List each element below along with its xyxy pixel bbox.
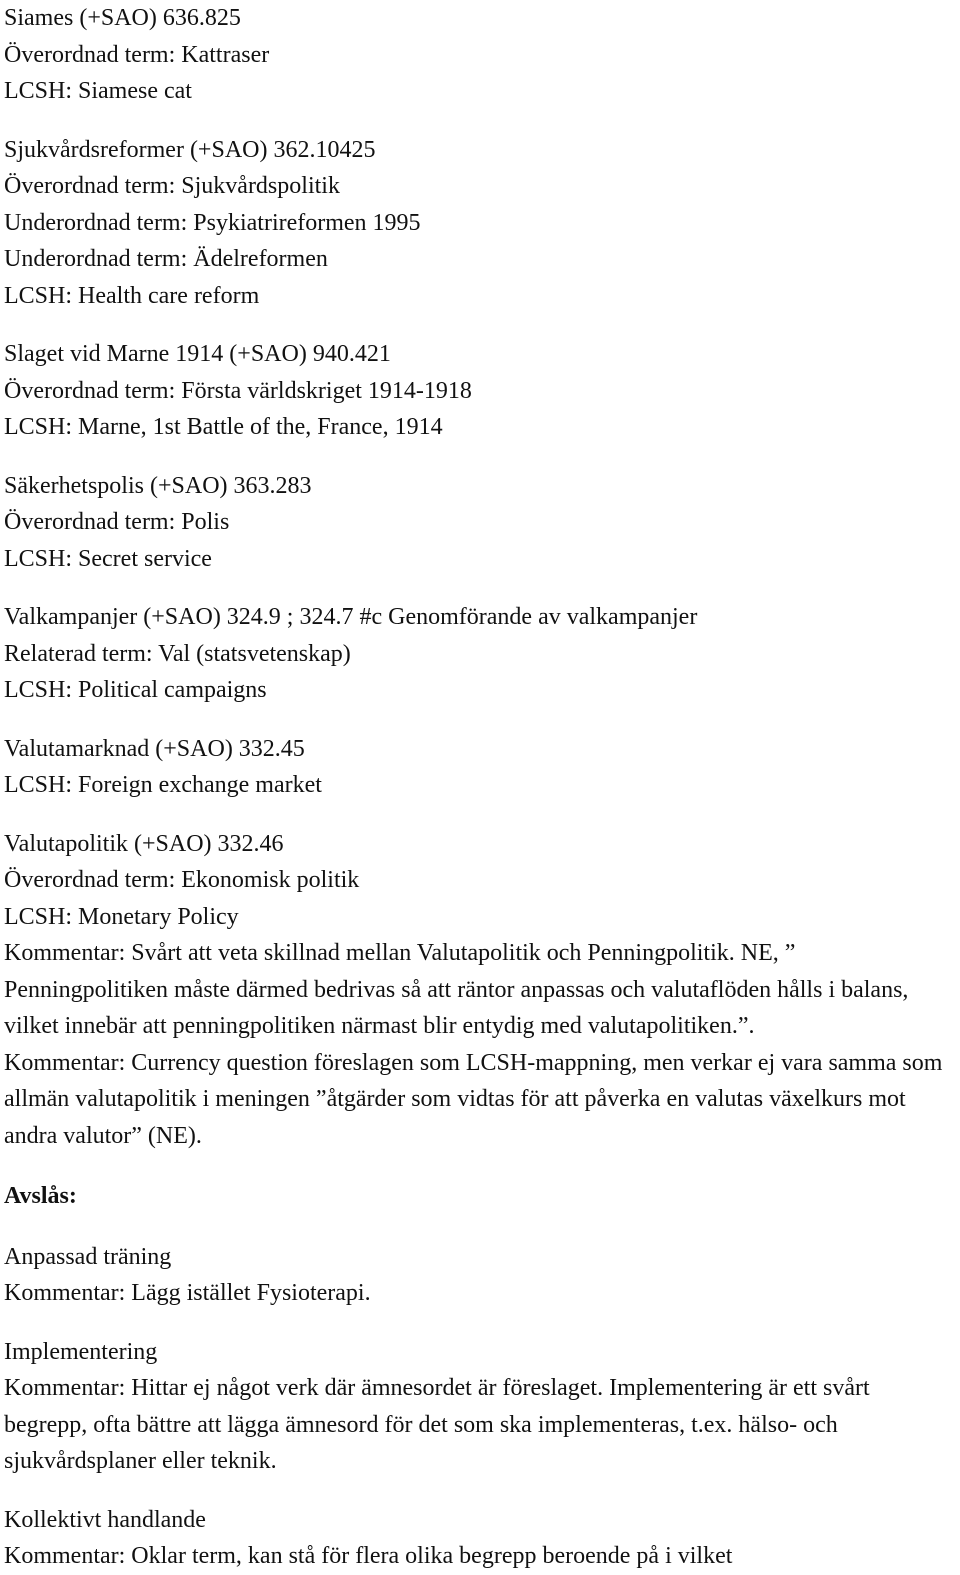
spacer (4, 446, 956, 468)
entry-term: Sjukvårdsreformer (+SAO) 362.10425 (4, 136, 376, 163)
entry-broader-term: Överordnad term: Ekonomisk politik (4, 867, 360, 893)
entry-related-term: Relaterad term: Val (statsvetenskap) (4, 640, 351, 667)
entry-broader-term: Överordnad term: Sjukvårdspolitik (4, 173, 340, 199)
rejected-anpassad-traning (4, 1239, 956, 1312)
entry-term: Säkerhetspolis (+SAO) 363.283 (4, 472, 312, 499)
entry-lcsh: LCSH: Secret service (4, 545, 212, 572)
entry-lcsh: LCSH: Monetary Policy (4, 903, 239, 930)
entry-comment: Kommentar: Currency question föreslagen som LCSH-mappning, men verkar ej vara samma som allmän valutapolitik i meningen ”åtgärder som vidtas för att påverka en valutas växelkurs mot andra valutor” (NE). (4, 1049, 943, 1149)
entry-term: Valutamarknad (+SAO) 332.45 (4, 735, 305, 762)
entry-term: Siames (+SAO) 636.825 (4, 5, 241, 31)
entry-term: Valkampanjer (+SAO) 324.9 ; 324.7 #c Genomförande av valkampanjer (4, 604, 698, 630)
rejected-kollektivt-handlande (4, 1502, 956, 1575)
entry-lcsh: LCSH: Health care reform (4, 282, 260, 309)
rejected-comment: Kommentar: Hittar ej något verk där ämnesordet är föreslaget. Implementering är ett svårt begrepp, ofta bättre att lägga ämnesord för det som ska implementeras, t.ex. hälso- och sjukvårdsplaner eller teknik. (4, 1375, 870, 1474)
entry-valkampanjer (4, 599, 956, 709)
spacer (4, 110, 956, 132)
entry-lcsh: LCSH: Political campaigns (4, 677, 267, 703)
entry-narrower-term: Underordnad term: Psykiatrireformen 1995 (4, 209, 421, 236)
entry-sjukvardsreformer (4, 132, 956, 315)
entry-slaget-vid-marne (4, 336, 956, 446)
spacer (4, 709, 956, 731)
spacer (4, 314, 956, 336)
rejected-term: Kollektivt handlande (4, 1506, 206, 1533)
entry-comment: Kommentar: Svårt att veta skillnad mellan Valutapolitik och Penningpolitik. NE, ” Penningpolitiken måste därmed bedrivas så att räntor anpassas och valutaflöden hålls i balans, vilket innebär att penningpolitiken närmast blir entydig med valutapolitiken.”. (4, 940, 909, 1039)
spacer (4, 1215, 956, 1239)
rejected-comment: Kommentar: Lägg istället Fysioterapi. (4, 1280, 371, 1306)
entry-broader-term: Överordnad term: Första världskriget 1914-1918 (4, 377, 472, 404)
entry-lcsh: LCSH: Foreign exchange market (4, 772, 322, 798)
entry-lcsh: LCSH: Siamese cat (4, 78, 192, 104)
entry-narrower-term: Underordnad term: Ädelreformen (4, 246, 328, 272)
rejected-term: Implementering (4, 1338, 158, 1365)
entry-broader-term: Överordnad term: Kattraser (4, 41, 270, 68)
entry-term: Valutapolitik (+SAO) 332.46 (4, 830, 284, 857)
spacer (4, 1154, 956, 1178)
entry-siames (4, 0, 956, 110)
entry-valutapolitik (4, 826, 956, 1155)
rejected-comment: Kommentar: Oklar term, kan stå för flera olika begrepp beroende på i vilket (4, 1543, 733, 1569)
entry-valutamarknad (4, 731, 956, 804)
entry-lcsh: LCSH: Marne, 1st Battle of the, France, 1914 (4, 414, 443, 440)
spacer (4, 577, 956, 599)
rejected-heading: Avslås: (4, 1183, 77, 1209)
rejected-implementering (4, 1334, 956, 1480)
document-body (4, 0, 956, 1575)
spacer (4, 1312, 956, 1334)
spacer (4, 1480, 956, 1502)
entry-broader-term: Överordnad term: Polis (4, 509, 230, 535)
rejected-term: Anpassad träning (4, 1243, 172, 1270)
spacer (4, 804, 956, 826)
entry-term: Slaget vid Marne 1914 (+SAO) 940.421 (4, 341, 391, 367)
entry-sakerhetspolis (4, 468, 956, 578)
